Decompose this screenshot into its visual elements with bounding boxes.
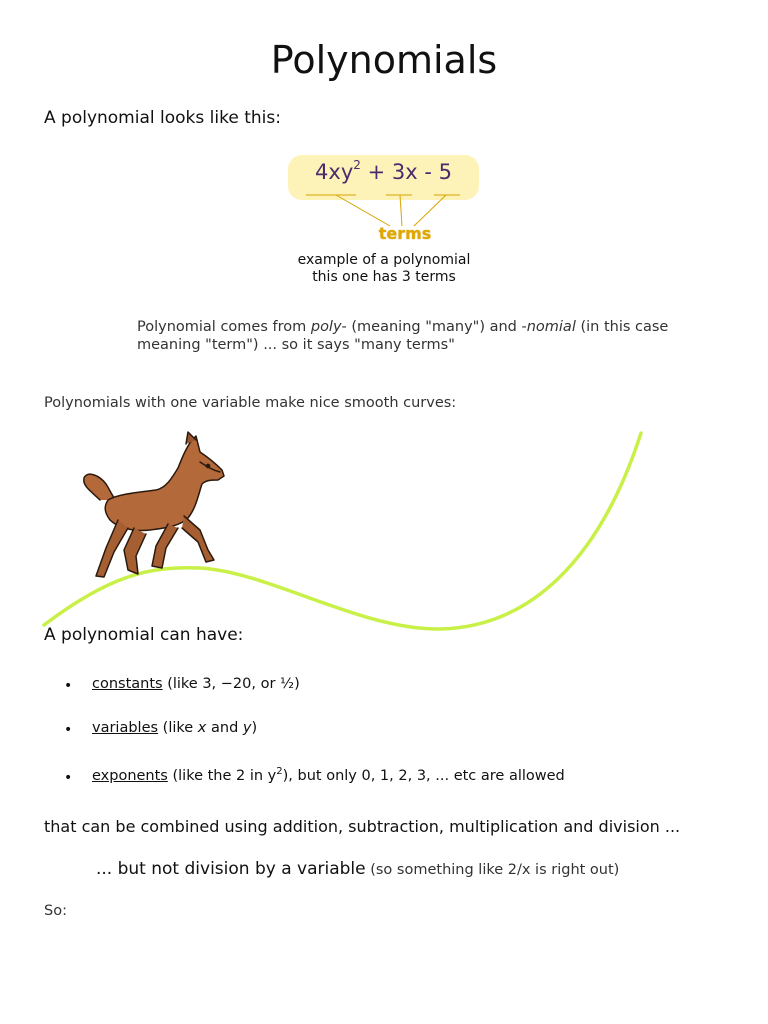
list-item-exponents: [92, 766, 565, 784]
can-have-heading: A polynomial can have:: [44, 625, 244, 645]
variable-y: y: [242, 720, 252, 736]
etymology-text: [137, 318, 697, 354]
bullet-icon: •: [64, 722, 73, 738]
exponents-post: ), but only 0, 1, 2, 3, ... etc are allowed: [282, 767, 565, 784]
etym-part-a: Polynomial comes from: [137, 319, 311, 335]
constants-description: (like 3, −20, or ½): [162, 676, 300, 692]
so-text: So:: [44, 903, 67, 919]
etym-part-c: (in this case meaning "term") ... so it says "many terms": [137, 319, 669, 353]
bullet-icon: •: [64, 678, 73, 694]
formula-rest: + 3x - 5: [360, 160, 452, 184]
list-item-variables: [92, 720, 257, 736]
etym-nomial: nomial: [526, 319, 576, 335]
curve-illustration: [0, 410, 768, 635]
variables-post: ): [251, 720, 258, 736]
exponents-link[interactable]: exponents: [92, 767, 168, 784]
formula-term-1: 4xy: [315, 160, 354, 184]
caption-line-2: this one has 3 terms: [312, 269, 456, 285]
intro-text: A polynomial looks like this:: [44, 108, 281, 128]
polynomial-example: [288, 160, 479, 184]
caption-line-1: example of a polynomial: [297, 252, 471, 268]
bullet-icon: •: [64, 770, 73, 786]
variables-and: and: [206, 720, 243, 736]
terms-label: terms: [378, 224, 432, 243]
etym-part-b: - (meaning "many") and -: [341, 319, 527, 335]
dog-illustration: [84, 432, 224, 577]
smooth-curves-text: Polynomials with one variable make nice smooth curves:: [44, 395, 457, 411]
not-division-text: [96, 859, 619, 879]
formula-exponent: 2: [353, 158, 361, 172]
not-division-main: ... but not division by a variable: [96, 859, 366, 879]
variables-link[interactable]: variables: [92, 720, 159, 736]
variable-x: x: [197, 720, 207, 736]
variables-pre: (like: [158, 720, 198, 736]
page-title: Polynomials: [270, 38, 498, 82]
exponents-sup: 2: [276, 766, 283, 777]
constants-link[interactable]: constants: [92, 676, 163, 692]
etym-poly: poly: [310, 319, 342, 335]
combined-text: that can be combined using addition, subtraction, multiplication and division ...: [44, 817, 681, 836]
exponents-pre: (like the 2 in y: [167, 767, 277, 784]
list-item-constants: [92, 676, 300, 692]
not-division-aside: (so something like 2/x is right out): [365, 862, 620, 878]
